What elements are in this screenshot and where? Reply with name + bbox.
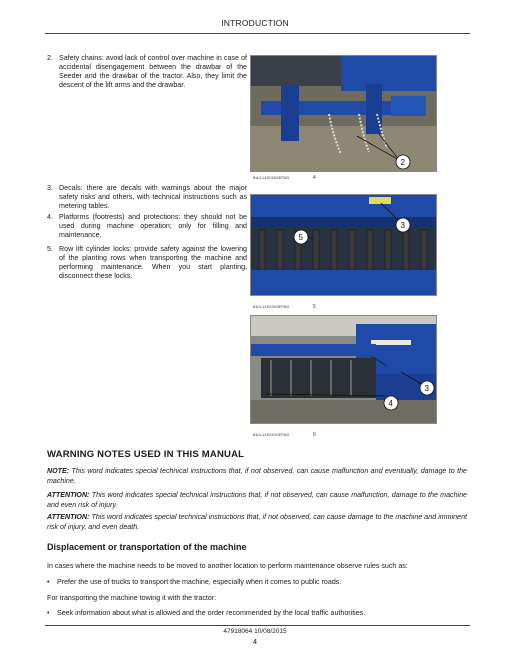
figure-number: 4 bbox=[313, 175, 316, 181]
figure-caption: BAIL14S0009EPAD bbox=[253, 305, 290, 309]
callout-label: 3 bbox=[400, 221, 405, 230]
item-text: Safety chains: avoid lack of control over machine in case of accidental disengagement between the drawbar of the Seeder and the drawbar of the tractor. Also, they limit the descent of the lift arms and the drawbar. bbox=[59, 54, 247, 89]
bullet-icon: • bbox=[47, 578, 50, 586]
figure-caption: BAIL14S0008EPAD bbox=[253, 176, 290, 180]
list-item bbox=[47, 245, 247, 281]
bullet-text: Prefer the use of trucks to transport the machine, especially when it comes to public roads. bbox=[57, 578, 342, 586]
callout-label: 3 bbox=[424, 384, 429, 393]
footer-rule bbox=[45, 625, 470, 626]
figure-number: 5 bbox=[313, 304, 316, 310]
footer-docnum: 47918064 10/08/2015 bbox=[223, 628, 287, 635]
callout-label: 5 bbox=[298, 233, 303, 242]
list-item bbox=[47, 608, 467, 618]
figure-caption: BAIL14S0010EPAD bbox=[253, 433, 290, 437]
section-heading-warning-notes: WARNING NOTES USED IN THIS MANUAL bbox=[47, 449, 245, 460]
figure-safety-chains bbox=[250, 55, 437, 172]
attention-paragraph bbox=[47, 490, 467, 510]
attention-text: This word indicates special technical instructions that, if not observed, can cause damage to the machine and imminent risk of injury, and even death. bbox=[47, 513, 467, 531]
item-number: 5. bbox=[47, 245, 53, 253]
figure-number: 6 bbox=[313, 432, 316, 438]
attention-label: ATTENTION: bbox=[47, 491, 90, 499]
item-text: Row lift cylinder locks: provide safety against the lowering of the planting rows when transporting the machine and performing maintenance. When you start planting, disconnect these locks. bbox=[59, 245, 247, 280]
callout-label: 2 bbox=[400, 158, 405, 167]
list-item bbox=[47, 213, 247, 240]
towing-paragraph: For transporting the machine towing it with the tractor: bbox=[47, 594, 217, 602]
list-item bbox=[47, 577, 467, 587]
bullet-text: Seek information about what is allowed and the order recommended by the local traffic authorities. bbox=[57, 609, 366, 617]
page-header: INTRODUCTION bbox=[221, 18, 289, 28]
attention-paragraph bbox=[47, 512, 467, 532]
note-paragraph bbox=[47, 466, 467, 486]
bullet-icon: • bbox=[47, 609, 50, 617]
note-label: NOTE: bbox=[47, 467, 70, 475]
note-text: This word indicates special technical instructions that, if not observed, can cause malfunction and eventually, damage to the machine. bbox=[47, 467, 467, 485]
section-heading-transport: Displacement or transportation of the machine bbox=[47, 542, 247, 552]
item-number: 3. bbox=[47, 184, 53, 192]
attention-text: This word indicates special technical instructions that, if not observed, can cause malfunction, damage to the machine and even risk of injury. bbox=[47, 491, 467, 509]
transport-intro: In cases where the machine needs to be moved to another location to perform maintenance observe rules such as: bbox=[47, 562, 408, 570]
callout-label: 4 bbox=[388, 399, 393, 408]
list-item bbox=[47, 54, 247, 90]
attention-label: ATTENTION: bbox=[47, 513, 90, 521]
item-text: Decals: there are decals with warnings about the major safety risks and others, with technical instructions such as metering tables. bbox=[59, 184, 247, 210]
item-number: 4. bbox=[47, 213, 53, 221]
figure-decals bbox=[250, 194, 437, 296]
item-text: Platforms (footrests) and protections: they should not be used during machine operation; only for filling and maintenance. bbox=[59, 213, 247, 239]
figure-platforms bbox=[250, 315, 437, 424]
list-item bbox=[47, 184, 247, 211]
item-number: 2. bbox=[47, 54, 53, 62]
header-rule bbox=[45, 33, 470, 34]
page-number: 4 bbox=[252, 637, 258, 646]
